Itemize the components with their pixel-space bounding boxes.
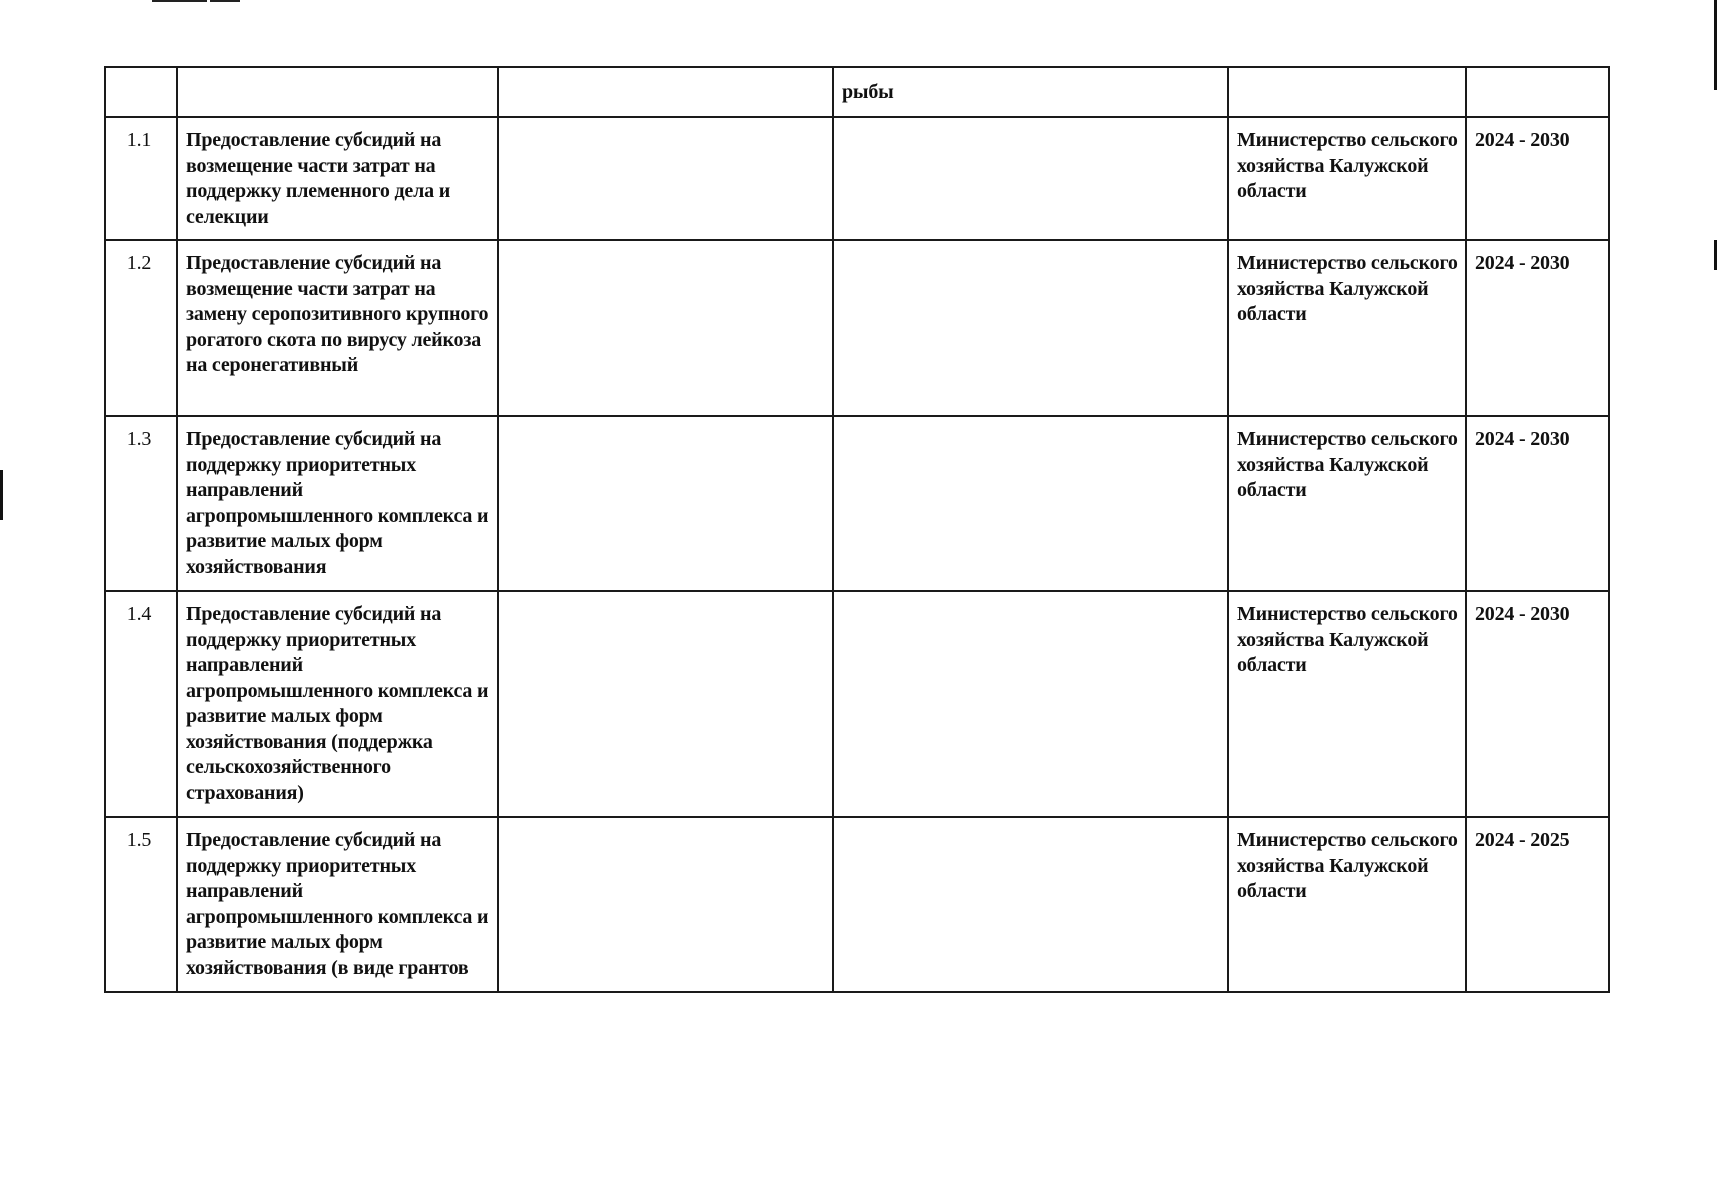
table-cell <box>833 416 1228 591</box>
table-cell <box>833 117 1228 240</box>
implementation-period: 2024 - 2025 <box>1466 817 1609 992</box>
measure-description: Предоставление субсидий на поддержку приоритетных направлений агропромышленного комплекса и развитие малых форм хозяйствования <box>177 416 498 591</box>
table-cell <box>498 117 833 240</box>
row-number: 1.4 <box>105 591 177 817</box>
table-row <box>105 817 1609 992</box>
table-cell <box>498 67 833 117</box>
responsible-organization: Министерство сельского хозяйства Калужской области <box>1228 416 1466 591</box>
table-row <box>105 591 1609 817</box>
responsible-organization: Министерство сельского хозяйства Калужской области <box>1228 591 1466 817</box>
table-cell <box>1466 67 1609 117</box>
scan-mark-top <box>210 0 240 2</box>
table-cell-continuation: рыбы <box>833 67 1228 117</box>
table-row <box>105 240 1609 416</box>
implementation-period: 2024 - 2030 <box>1466 240 1609 416</box>
implementation-period: 2024 - 2030 <box>1466 591 1609 817</box>
responsible-organization: Министерство сельского хозяйства Калужской области <box>1228 117 1466 240</box>
table-cell <box>833 591 1228 817</box>
table-row <box>105 117 1609 240</box>
table-body <box>105 67 1609 992</box>
measures-table <box>104 66 1610 993</box>
measure-description: Предоставление субсидий на возмещение части затрат на замену серопозитивного крупного рогатого скота по вирусу лейкоза на серонегативный <box>177 240 498 416</box>
row-number: 1.1 <box>105 117 177 240</box>
implementation-period: 2024 - 2030 <box>1466 117 1609 240</box>
measure-description: Предоставление субсидий на поддержку приоритетных направлений агропромышленного комплекса и развитие малых форм хозяйствования (в виде грантов <box>177 817 498 992</box>
row-number: 1.5 <box>105 817 177 992</box>
row-number: 1.3 <box>105 416 177 591</box>
table-cell <box>498 817 833 992</box>
table-cell <box>833 240 1228 416</box>
responsible-organization: Министерство сельского хозяйства Калужской области <box>1228 240 1466 416</box>
table-row <box>105 416 1609 591</box>
table-cell <box>498 591 833 817</box>
implementation-period: 2024 - 2030 <box>1466 416 1609 591</box>
scan-mark-top <box>152 0 207 2</box>
table-cell <box>498 240 833 416</box>
row-number: 1.2 <box>105 240 177 416</box>
responsible-organization: Министерство сельского хозяйства Калужской области <box>1228 817 1466 992</box>
table-cell <box>1228 67 1466 117</box>
scan-mark-left <box>0 470 3 520</box>
table-cell <box>177 67 498 117</box>
measure-description: Предоставление субсидий на поддержку приоритетных направлений агропромышленного комплекса и развитие малых форм хозяйствования (поддержка сельскохозяйственного страхования) <box>177 591 498 817</box>
table-cell <box>833 817 1228 992</box>
table-row <box>105 67 1609 117</box>
table-cell <box>498 416 833 591</box>
table-cell <box>105 67 177 117</box>
measure-description: Предоставление субсидий на возмещение части затрат на поддержку племенного дела и селекции <box>177 117 498 240</box>
